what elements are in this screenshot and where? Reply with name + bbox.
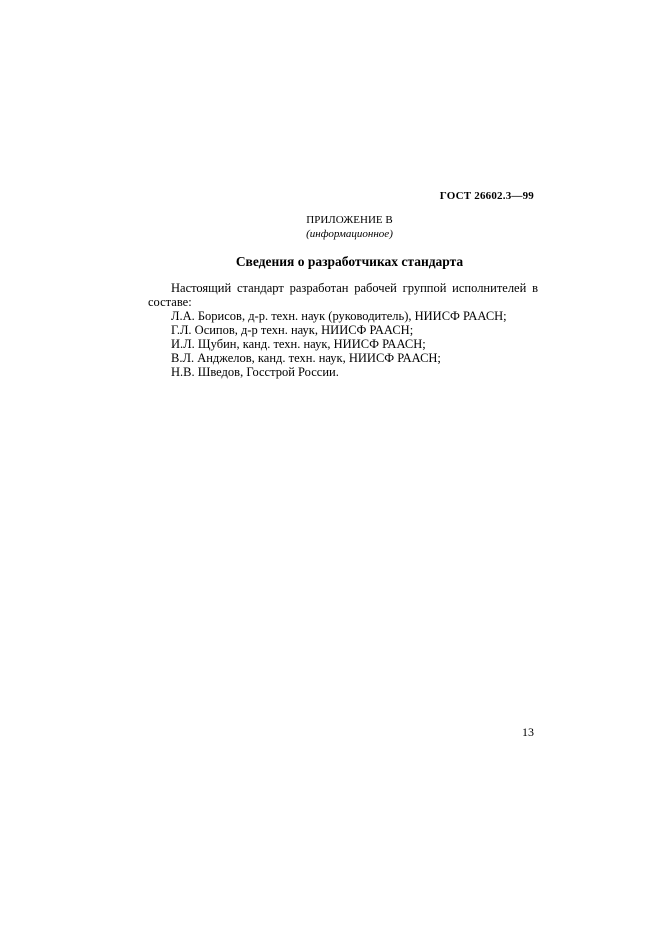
appendix-title: ПРИЛОЖЕНИЕ В (306, 214, 393, 226)
appendix-subtitle: (информационное) (306, 228, 393, 240)
list-item: И.Л. Щубин, канд. техн. наук, НИИСФ РААСН; (171, 337, 426, 351)
standard-code: ГОСТ 26602.3—99 (439, 190, 534, 202)
list-item: В.Л. Анджелов, канд. техн. наук, НИИСФ РААСН; (171, 351, 441, 365)
developers-list (148, 281, 538, 379)
list-item: Л.А. Борисов, д-р. техн. наук (руководитель), НИИСФ РААСН; (171, 309, 507, 323)
appendix-heading (0, 213, 661, 241)
intro-paragraph: Настоящий стандарт разработан рабочей группой исполнителей в составе: (148, 281, 538, 309)
list-item: Н.В. Шведов, Госстрой России. (171, 365, 339, 379)
section-title: Сведения о разработчиках стандарта (235, 254, 464, 269)
page-number: 13 (522, 725, 534, 739)
list-item: Г.Л. Осипов, д-р техн. наук, НИИСФ РААСН; (171, 323, 414, 337)
